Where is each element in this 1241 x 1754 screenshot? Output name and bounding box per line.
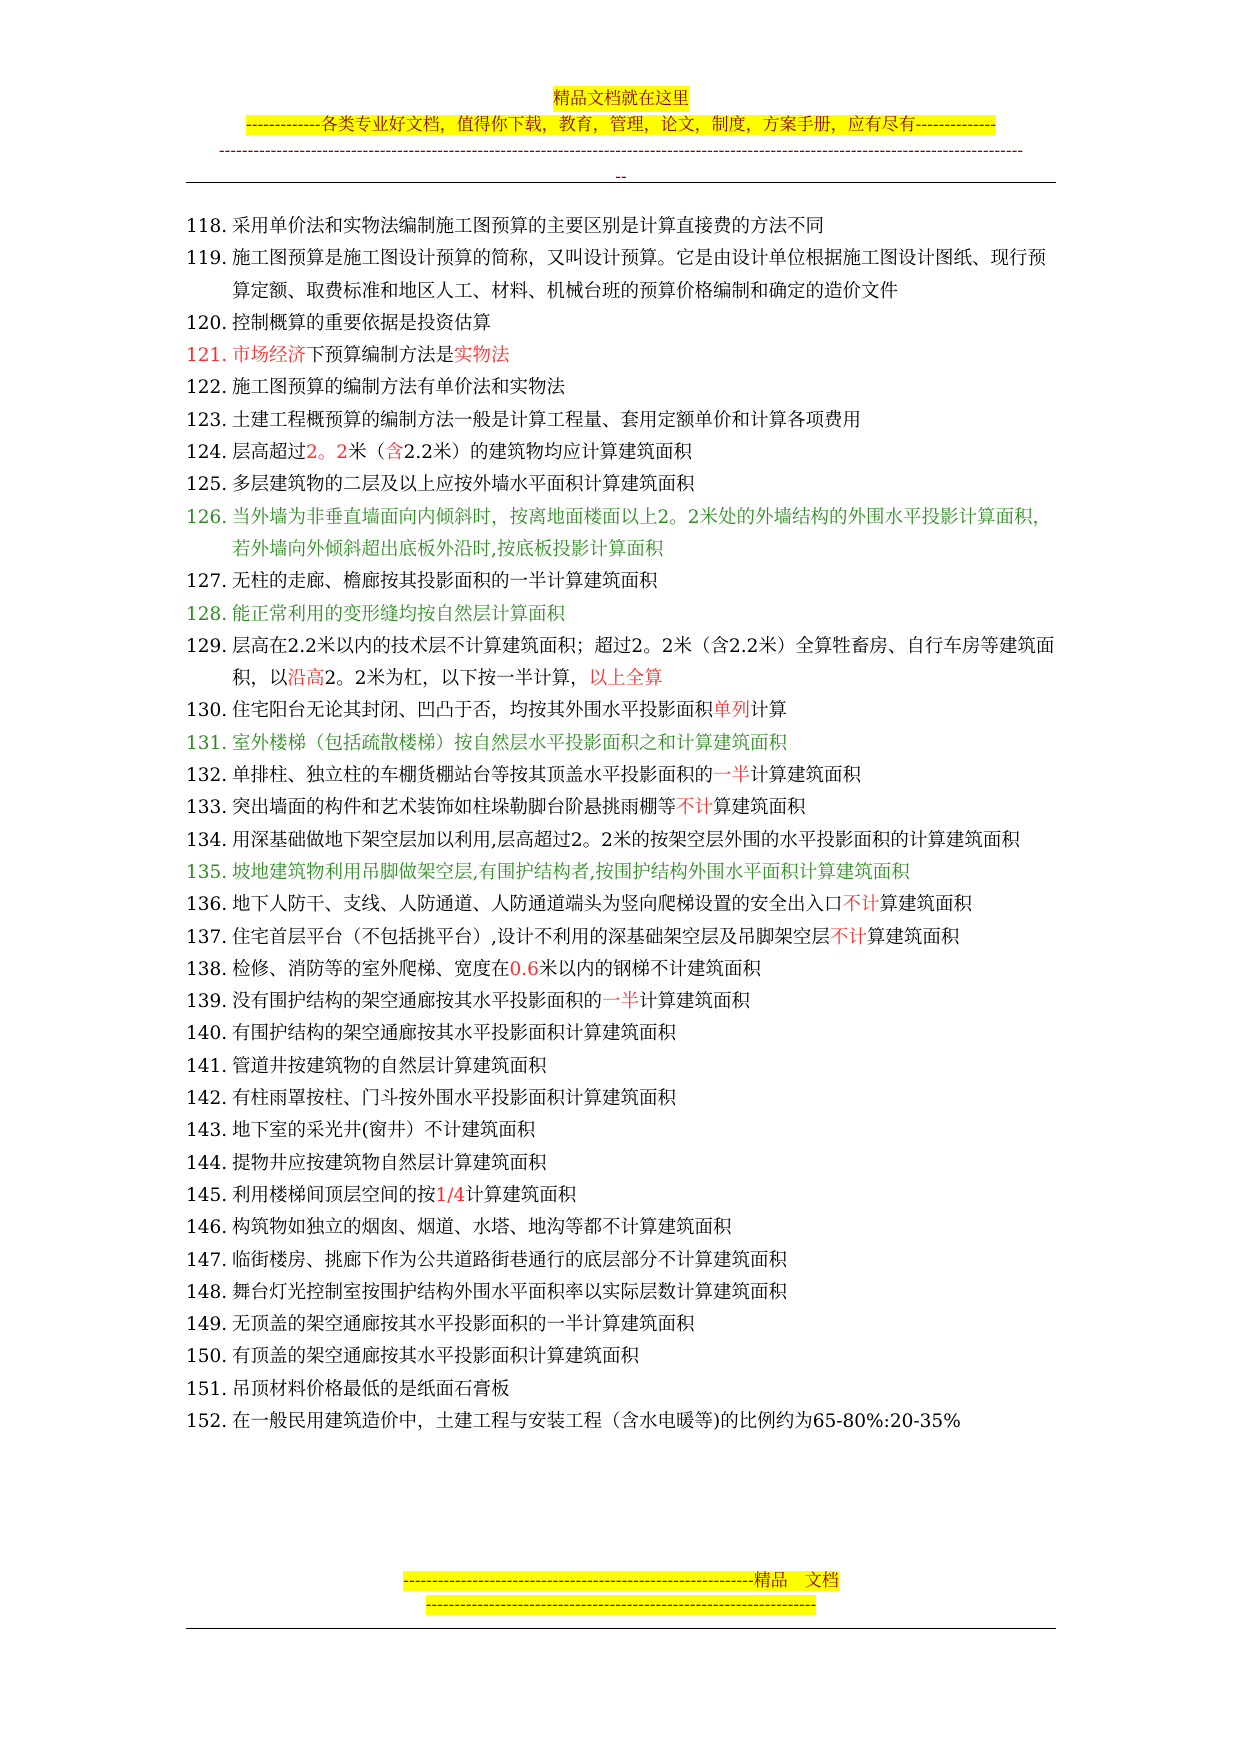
list-item (186, 857, 1056, 889)
item-number: 125. (186, 474, 228, 496)
item-text: 层高在2.2米以内的技术层不计算建筑面积；超过2。2米（含2.2米）全算牲畜房、自行车房等建筑面积，以 (232, 635, 1055, 690)
item-number: 145. (186, 1184, 228, 1206)
list-item (186, 405, 1056, 437)
list-item (186, 243, 1056, 308)
item-text: 单列 (713, 700, 751, 722)
list-item (186, 599, 1056, 631)
item-number: 152. (186, 1410, 228, 1432)
item-text: 当外墙为非垂直墙面向内倾斜时，按离地面楼面以上2。2米处的外墙结构的外围水平投影计算面积，若外墙向外倾斜超出底板外沿时,按底板投影计算面积 (232, 506, 1052, 560)
item-text: 有柱雨罩按柱、门斗按外围水平投影面积计算建筑面积 (232, 1088, 677, 1110)
list-item (186, 1018, 1056, 1050)
list-item (186, 1309, 1056, 1341)
header-divider (186, 182, 1056, 183)
item-text: 含 (385, 442, 404, 464)
list-item (186, 922, 1056, 954)
item-number: 119. (186, 248, 228, 270)
item-number: 151. (186, 1378, 228, 1400)
item-number: 147. (186, 1249, 228, 1271)
list-item (186, 986, 1056, 1018)
item-number: 130. (186, 700, 228, 722)
item-text: 管道井按建筑物的自然层计算建筑面积 (232, 1055, 547, 1077)
item-text: 1/4 (435, 1184, 466, 1206)
item-number: 128. (186, 603, 228, 625)
item-text: 算建筑面积 (879, 894, 973, 916)
footer-dash-line: -------------------------------------------------------------------- (425, 1595, 817, 1615)
list-item (186, 502, 1056, 567)
list-item (186, 437, 1056, 469)
item-number: 124. (186, 442, 228, 464)
item-text: 有围护结构的架空通廊按其水平投影面积计算建筑面积 (232, 1023, 677, 1045)
item-number: 135. (186, 861, 228, 883)
list-item (186, 1180, 1056, 1212)
item-number: 120. (186, 312, 228, 334)
item-text: 以上全算 (588, 668, 663, 690)
list-item (186, 566, 1056, 598)
footer-divider (186, 1628, 1056, 1629)
item-text: 不计 (829, 926, 867, 948)
item-text: 没有围护结构的架空通廊按其水平投影面积的 (232, 991, 603, 1013)
item-number: 143. (186, 1120, 228, 1142)
item-number: 139. (186, 991, 228, 1013)
item-number: 123. (186, 409, 228, 431)
item-number: 127. (186, 571, 228, 593)
item-text: 采用单价法和实物法编制施工图预算的主要区别是计算直接费的方法不同 (232, 216, 825, 237)
item-text: 临街楼房、挑廊下作为公共道路街巷通行的底层部分不计算建筑面积 (232, 1249, 788, 1271)
item-text: 下预算编制方法是 (306, 345, 455, 367)
page-footer (186, 1569, 1056, 1617)
footer-label: -------------------------------------------------------------精品 文档 (403, 1571, 839, 1591)
header-dash-line: -------------------------------------------------------------------------------------------------------------------------------------------- (218, 141, 1024, 161)
list-item (186, 1148, 1056, 1180)
item-text: 实物法 (454, 345, 510, 367)
item-text: 算建筑面积 (713, 797, 806, 819)
list-item (186, 1277, 1056, 1309)
list-item (186, 825, 1056, 857)
item-number: 131. (186, 732, 228, 754)
item-text: 2。2米为杠，以下按一半计算， (324, 668, 589, 690)
item-number: 126. (186, 506, 228, 528)
item-text: 不计 (676, 797, 714, 819)
item-text: 舞台灯光控制室按围护结构外围水平面积率以实际层数计算建筑面积 (232, 1281, 788, 1303)
item-number: 149. (186, 1314, 228, 1336)
item-number: 137. (186, 926, 228, 948)
list-item (186, 631, 1056, 696)
list-item (186, 954, 1056, 986)
item-text: 层高超过 (232, 442, 307, 464)
list-item (186, 340, 1056, 372)
item-text: 住宅首层平台（不包括挑平台）,设计不利用的深基础架空层及吊脚架空层 (232, 926, 830, 948)
item-number: 142. (186, 1088, 228, 1110)
item-number: 144. (186, 1152, 228, 1174)
item-number: 138. (186, 958, 228, 980)
list-item (186, 1374, 1056, 1406)
item-text: 能正常利用的变形缝均按自然层计算面积 (232, 603, 566, 625)
header-subtitle: -------------各类专业好文档，值得你下载，教育，管理，论文，制度，方案手册，应有尽有-------------- (245, 115, 997, 135)
item-text: 一半 (602, 991, 640, 1013)
item-number: 122. (186, 377, 228, 399)
item-number: 141. (186, 1055, 228, 1077)
header-dash-line-end: -- (615, 167, 627, 187)
item-text: 施工图预算的编制方法有单价法和实物法 (232, 377, 566, 399)
item-text: 市场经济 (232, 345, 307, 367)
item-text: 计算建筑面积 (639, 991, 751, 1013)
item-number: 150. (186, 1346, 228, 1368)
item-text: 有顶盖的架空通廊按其水平投影面积计算建筑面积 (232, 1346, 640, 1368)
item-number: 121. (186, 345, 228, 367)
item-text: 一半 (713, 765, 751, 787)
item-number: 132. (186, 765, 228, 787)
list-item (186, 728, 1056, 760)
item-text: 施工图预算是施工图设计预算的简称，又叫设计预算。它是由设计单位根据施工图设计图纸、现行预算定额、取费标准和地区人工、材料、机械台班的预算价格编制和确定的造价文件 (232, 248, 1047, 302)
document-body (186, 211, 1056, 1438)
list-item (186, 1406, 1056, 1438)
list-item (186, 760, 1056, 792)
item-text: 住宅阳台无论其封闭、凹凸于否，均按其外围水平投影面积 (232, 700, 714, 722)
item-text: 0.6 (509, 958, 539, 980)
item-text: 坡地建筑物利用吊脚做架空层,有围护结构者,按围护结构外围水平面积计算建筑面积 (232, 861, 910, 883)
list-item (186, 211, 1056, 243)
item-text: 土建工程概预算的编制方法一般是计算工程量、套用定额单价和计算各项费用 (232, 409, 862, 431)
item-text: 检修、消防等的室外爬梯、宽度在 (232, 958, 510, 980)
list-item (186, 469, 1056, 501)
item-text: 算建筑面积 (866, 926, 960, 948)
item-text: 米（ (348, 442, 386, 464)
item-number: 118. (186, 216, 228, 237)
item-text: 不计 (842, 894, 880, 916)
list-item (186, 889, 1056, 921)
item-text: 用深基础做地下架空层加以利用,层高超过2。2米的按架空层外围的水平投影面积的计算建筑面积 (232, 829, 1020, 851)
item-text: 计算建筑面积 (750, 765, 862, 787)
item-number: 146. (186, 1217, 228, 1239)
item-text: 构筑物如独立的烟囱、烟道、水塔、地沟等都不计算建筑面积 (232, 1217, 732, 1239)
list-item (186, 1341, 1056, 1373)
list-item (186, 1051, 1056, 1083)
item-text: 无柱的走廊、檐廊按其投影面积的一半计算建筑面积 (232, 571, 658, 593)
item-number: 148. (186, 1281, 228, 1303)
item-text: 米以内的钢梯不计建筑面积 (538, 958, 761, 980)
item-text: 地下室的采光井(窗井）不计建筑面积 (232, 1120, 536, 1142)
item-text: 利用楼梯间顶层空间的按 (232, 1184, 436, 1206)
list-item (186, 1245, 1056, 1277)
item-text: 地下人防干、支线、人防通道、人防通道端头为竖向爬梯设置的安全出入口 (232, 894, 843, 916)
item-text: 室外楼梯（包括疏散楼梯）按自然层水平投影面积之和计算建筑面积 (232, 732, 788, 754)
header-title: 精品文档就在这里 (553, 86, 689, 112)
item-number: 140. (186, 1023, 228, 1045)
item-text: 沿高 (287, 668, 325, 690)
item-number: 134. (186, 829, 228, 851)
item-text: 无顶盖的架空通廊按其水平投影面积的一半计算建筑面积 (232, 1314, 695, 1336)
item-text: 计算 (750, 700, 788, 722)
item-text: 单排柱、独立柱的车棚货棚站台等按其顶盖水平投影面积的 (232, 765, 714, 787)
item-text: 控制概算的重要依据是投资估算 (232, 312, 492, 334)
item-text: 提物井应按建筑物自然层计算建筑面积 (232, 1152, 547, 1174)
list-item (186, 308, 1056, 340)
item-text: 多层建筑物的二层及以上应按外墙水平面积计算建筑面积 (232, 474, 695, 496)
item-text: 2。2 (306, 442, 349, 464)
list-item (186, 372, 1056, 404)
item-text: 吊顶材料价格最低的是纸面石膏板 (232, 1378, 510, 1400)
item-text: 2.2米）的建筑物均应计算建筑面积 (403, 442, 693, 464)
item-text: 计算建筑面积 (465, 1184, 577, 1206)
page-header (186, 86, 1056, 190)
item-number: 133. (186, 797, 228, 819)
list-item (186, 695, 1056, 727)
list-item (186, 792, 1056, 824)
list-item (186, 1083, 1056, 1115)
item-number: 129. (186, 635, 228, 657)
list-item (186, 1115, 1056, 1147)
item-text: 突出墙面的构件和艺术装饰如柱垛勒脚台阶悬挑雨棚等 (232, 797, 677, 819)
list-item (186, 1212, 1056, 1244)
item-text: 在一般民用建筑造价中，土建工程与安装工程（含水电暖等)的比例约为65-80%:20-35% (232, 1410, 961, 1432)
item-number: 136. (186, 894, 228, 916)
